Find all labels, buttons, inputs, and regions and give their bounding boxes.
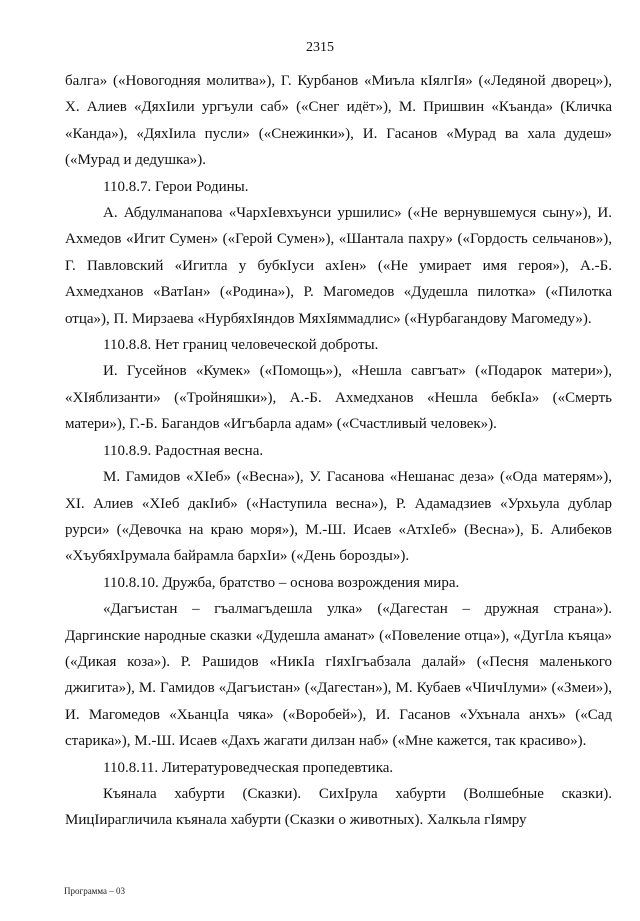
paragraph: «Дагъистан – гъалмагъдешла улка» («Дагестан – дружная страна»). Даргинские народные сказки «Дудешла аманат» («Повеление отца»), «ДугIла къяца» («Дикая коза»). Р. Рашидов «НикIа гIяхIгъабзала далай» («Песня маленького джигита»), М. Гамидов «Дагъистан» («Дагестан»), М. Кубаев «ЧIичIлуми» («Змеи»), И. Магомедов «ХьанцIа чяка» («Воробей»), И. Гасанов «Ухънала анхъ» («Сад старика»), М.-Ш. Исаев «Дахъ жагати дилзан наб» («Мне кажется, так красиво»). <box>65 601 612 750</box>
paragraph: Къянала хабурти (Сказки). СихIрула хабурти (Волшебные сказки). МицIирагличила къянала хабурти (Сказки о животных). Халкьла гIямру <box>65 785 612 829</box>
section-heading: 110.8.11. Литературоведческая пропедевтика. <box>103 759 394 776</box>
paragraph: А. Абдулманапова «ЧархIевхъунси уршилис» («Не вернувшемуся сыну»), И. Ахмедов «Игит Сумен» («Герой Сумен»), «Шантала пахру» («Гордость сельчанов»), Г. Павловский «Игитла у бубкIуси ахIен» («Не умирает имя героя»), А.-Б. Ахмедханов «ВатIан» («Родина»), Р. Магомедов «Дудешла пилотка» («Пилотка отца»), П. Мирзаева «НурбяхIяндов МяхIяммадлис» («Нурбагандову Магомеду»). <box>65 205 612 327</box>
page-footer: Программа – 03 <box>64 886 126 896</box>
paragraph: И. Гусейнов «Кумек» («Помощь»), «Нешла савгъат» («Подарок матери»), «ХIяблизанти» («Тройняшки»), А.-Б. Ахмедханов «Нешла бебкIа» («Смерть матери»), Г.-Б. Багандов «Игъбарла адам» («Счастливый человек»). <box>65 363 612 433</box>
section-heading: 110.8.10. Дружба, братство – основа возрождения мира. <box>103 574 460 591</box>
section-heading: 110.8.8. Нет границ человеческой доброты. <box>103 337 379 354</box>
document-body <box>65 68 612 834</box>
paragraph-continuation: балга» («Новогодняя молитва»), Г. Курбанов «Миъла кIялгIя» («Ледяной дворец»), Х. Алиев «ДяхIили ургъули саб» («Снег идёт»), М. Пришвин «Къанда» (Кличка «Канда»), «ДяхIила пусли» («Снежинки»), И. Гасанов «Мурад ва хала дудеш» («Мурад и дедушка»). <box>65 73 612 169</box>
section-heading: 110.8.7. Герои Родины. <box>103 178 249 195</box>
section-heading: 110.8.9. Радостная весна. <box>103 442 264 459</box>
page-number: 2315 <box>306 40 334 55</box>
paragraph: М. Гамидов «ХIеб» («Весна»), У. Гасанова «Нешанас деза» («Ода матерям»), ХI. Алиев «ХIеб дакIиб» («Наступила весна»), Р. Адамадзиев «Урхьула дублар рурси» («Девочка на краю моря»), М.-Ш. Исаев «АтхIеб» (Весна»), Б. Алибеков «ХъубяхIрумала байрамла бархIи» («День борозды»). <box>65 469 612 565</box>
